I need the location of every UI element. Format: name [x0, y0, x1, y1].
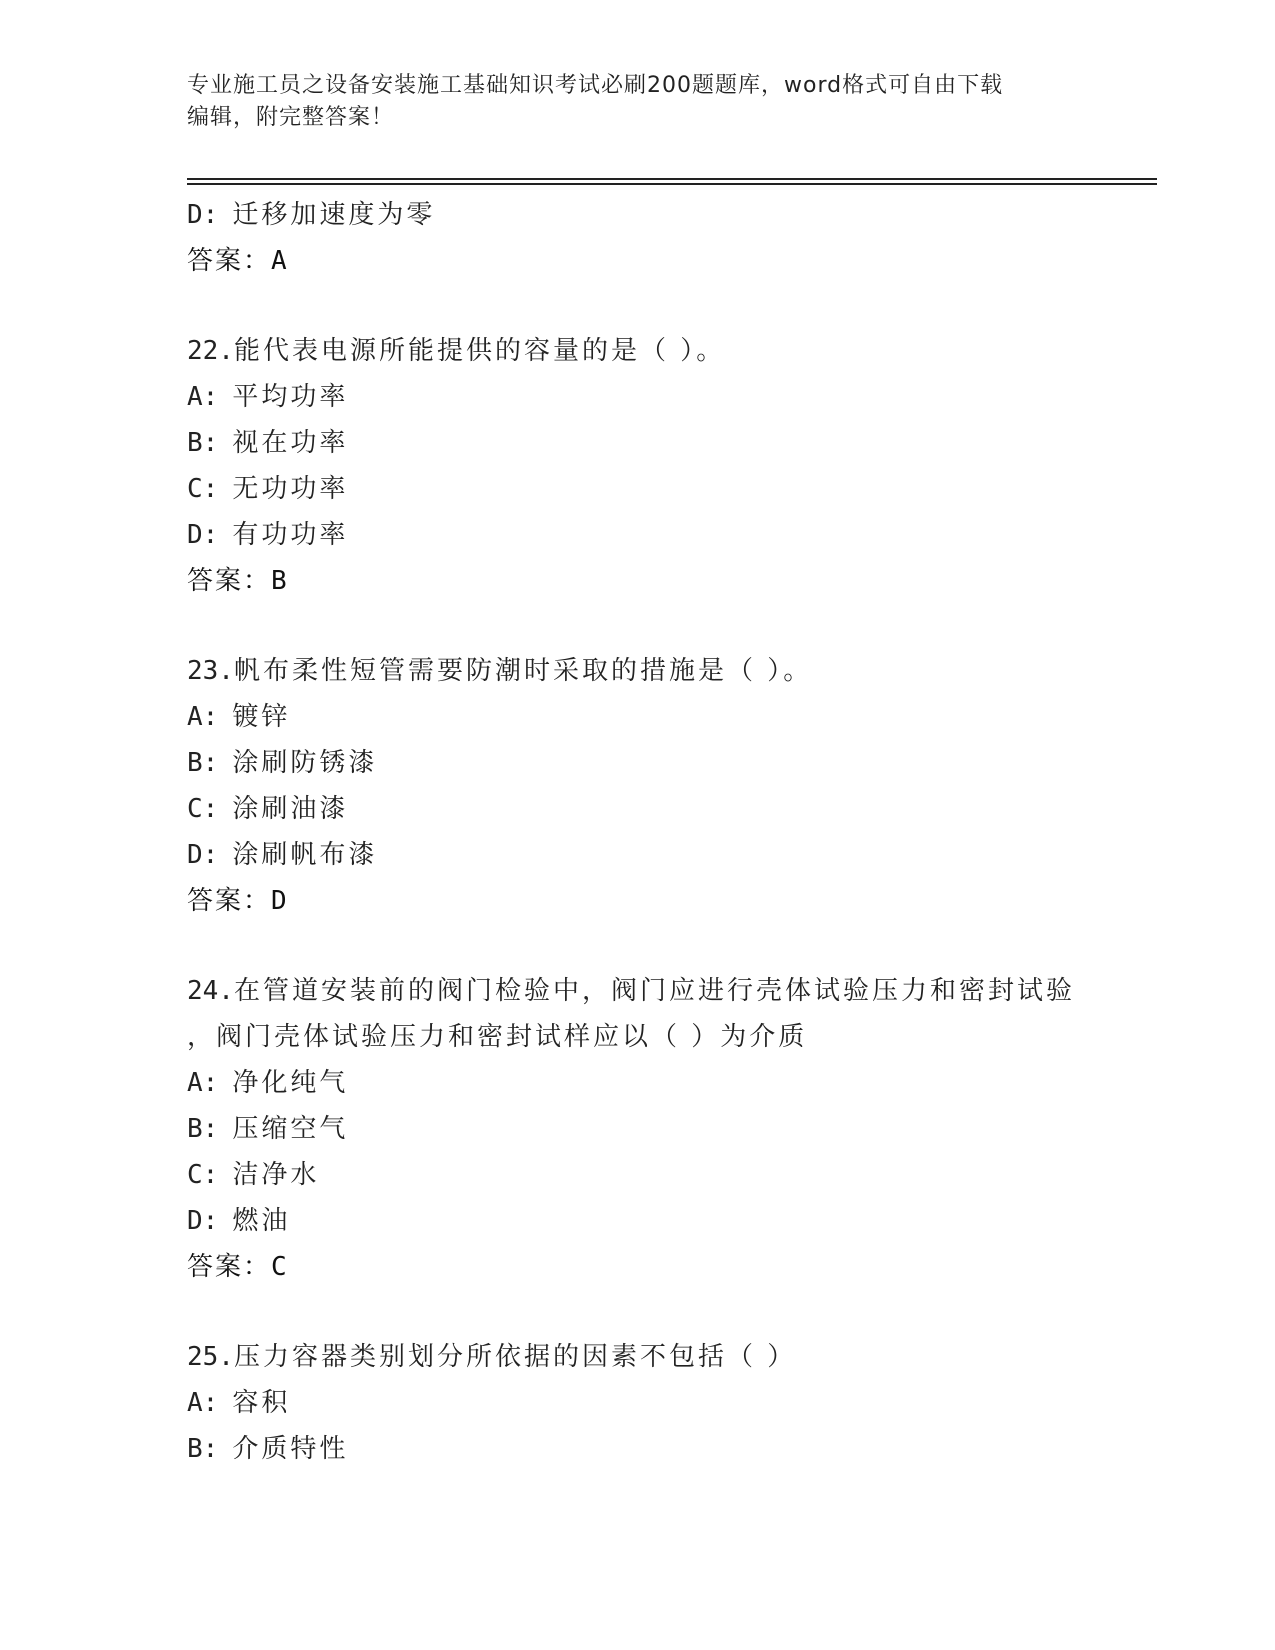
option-line — [187, 192, 1107, 238]
option-text: 洁净水 — [232, 1160, 320, 1190]
question-stem — [187, 328, 1107, 374]
question-stem — [187, 968, 1107, 1014]
answer-value: D — [271, 886, 287, 916]
option-line — [187, 740, 1107, 786]
answer-line — [187, 1244, 1107, 1290]
option-line — [187, 1426, 1107, 1472]
option-line — [187, 1106, 1107, 1152]
option-text: 迁移加速度为零 — [232, 200, 436, 230]
option-line — [187, 1060, 1107, 1106]
answer-value: B — [271, 566, 287, 596]
option-label: D: — [187, 200, 219, 230]
option-line — [187, 1380, 1107, 1426]
question-text: 帆布柔性短管需要防潮时采取的措施是（ ）。 — [233, 656, 813, 686]
option-line — [187, 1152, 1107, 1198]
answer-label: 答案： — [187, 1252, 272, 1282]
question-number: 22. — [187, 336, 234, 366]
option-label: C: — [187, 474, 219, 504]
option-label: C: — [187, 1160, 219, 1190]
question-number: 25. — [187, 1342, 234, 1372]
option-text: 有功功率 — [232, 520, 349, 550]
option-text: 涂刷帆布漆 — [232, 840, 378, 870]
option-text: 容积 — [232, 1388, 291, 1418]
option-text: 涂刷防锈漆 — [232, 748, 378, 778]
option-text: 介质特性 — [232, 1434, 349, 1464]
option-line — [187, 832, 1107, 878]
option-text: 净化纯气 — [232, 1068, 349, 1098]
option-line — [187, 1198, 1107, 1244]
question-text: 压力容器类别划分所依据的因素不包括（ ） — [233, 1342, 797, 1372]
option-text: 无功功率 — [232, 474, 349, 504]
header-title-line-1: 专业施工员之设备安装施工基础知识考试必刷200题题库，word格式可自由下载 — [187, 73, 1004, 98]
answer-value: C — [271, 1252, 287, 1282]
option-label: C: — [187, 794, 219, 824]
question-number: 23. — [187, 656, 234, 686]
option-label: D: — [187, 1206, 219, 1236]
option-line — [187, 786, 1107, 832]
answer-line — [187, 238, 1107, 284]
option-label: B: — [187, 1434, 219, 1464]
document-header — [187, 70, 1087, 134]
answer-label: 答案： — [187, 566, 272, 596]
question-text: 能代表电源所能提供的容量的是（ ）。 — [233, 336, 726, 366]
question-text: 在管道安装前的阀门检验中，阀门应进行壳体试验压力和密封试验 — [233, 976, 1075, 1006]
option-label: B: — [187, 748, 219, 778]
option-label: A: — [187, 1388, 219, 1418]
answer-value: A — [271, 246, 287, 276]
option-label: A: — [187, 702, 219, 732]
option-label: D: — [187, 840, 219, 870]
answer-line — [187, 558, 1107, 604]
question-stem — [187, 648, 1107, 694]
option-text: 燃油 — [232, 1206, 291, 1236]
question-stem-continued: ，阀门壳体试验压力和密封试样应以（ ）为介质 — [187, 1022, 808, 1052]
header-title-line-2: 编辑，附完整答案！ — [187, 105, 395, 130]
answer-line — [187, 878, 1107, 924]
option-line — [187, 420, 1107, 466]
option-line — [187, 466, 1107, 512]
option-line — [187, 512, 1107, 558]
header-divider-top — [187, 178, 1157, 180]
header-divider-bottom — [187, 183, 1157, 185]
option-line — [187, 374, 1107, 420]
question-list — [187, 192, 1107, 1472]
option-line — [187, 694, 1107, 740]
answer-label: 答案： — [187, 246, 272, 276]
option-label: D: — [187, 520, 219, 550]
option-text: 平均功率 — [232, 382, 349, 412]
option-text: 镀锌 — [232, 702, 291, 732]
answer-label: 答案： — [187, 886, 272, 916]
question-stem — [187, 1334, 1107, 1380]
option-label: A: — [187, 1068, 219, 1098]
option-text: 视在功率 — [232, 428, 349, 458]
option-label: B: — [187, 1114, 219, 1144]
option-text: 涂刷油漆 — [232, 794, 349, 824]
question-number: 24. — [187, 976, 234, 1006]
option-label: B: — [187, 428, 219, 458]
option-text: 压缩空气 — [232, 1114, 349, 1144]
option-label: A: — [187, 382, 219, 412]
